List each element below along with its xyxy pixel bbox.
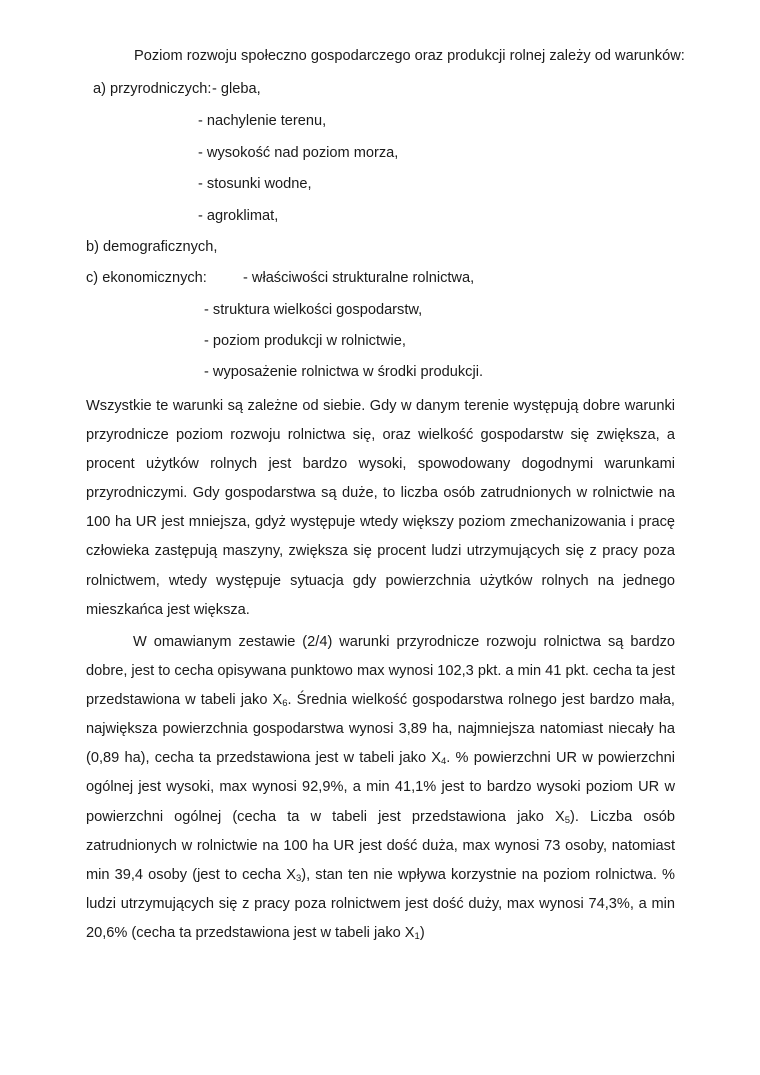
paragraph-analysis bbox=[86, 628, 675, 948]
group-a-item: - wysokość nad poziom morza, bbox=[198, 145, 399, 161]
group-c-item: - poziom produkcji w rolnictwie, bbox=[204, 333, 406, 349]
paragraph-analysis-text: W omawianym zestawie (2/4) warunki przyrodnicze rozwoju rolnictwa są bardzo dobre, jest to cecha opisywana punktowo max wynosi 102,3 pkt. a min 41 pkt. cecha ta jest przedstawiona w tabeli jako X bbox=[86, 634, 675, 709]
intro-line: Poziom rozwoju społeczno gospodarczego oraz produkcji rolnej zależy od warunków: bbox=[134, 48, 685, 64]
paragraph-dependencies: Wszystkie te warunki są zależne od siebie. Gdy w danym terenie występują dobre warunki przyrodnicze poziom rozwoju rolnictwa się, oraz wielkość gospodarstw się zwiększa, a procent użytków rolnych jest bardzo wysoki, spowodowany dogodnymi warunkami przyrodniczymi. Gdy gospodarstwa są duże, to liczba osób zatrudnionych w rolnictwie na 100 ha UR jest mniejsza, gdyż występuje wtedy większy poziom zmechanizowania i pracę człowieka zastępują maszyny, zwiększa się procent ludzi utrzymujących się z pracy poza rolnictwem, wtedy występuje sytuacja gdy powierzchnia użytków rolnych na jednego mieszkańca jest większa. bbox=[86, 398, 675, 618]
group-a-item: - agroklimat, bbox=[198, 208, 279, 224]
group-a-item: - stosunki wodne, bbox=[198, 176, 312, 192]
subscript: 6 bbox=[282, 698, 288, 710]
group-c-item: - wyposażenie rolnictwa w środki produkcji. bbox=[204, 364, 484, 380]
paragraph-analysis-text: ). Liczba osób zatrudnionych w rolnictwie na 100 ha UR jest dość duża, max wynosi 73 osoby, natomiast min 39,4 osoby (jest to cecha X bbox=[86, 808, 675, 883]
subscript: 4 bbox=[440, 756, 447, 768]
paragraph-analysis-text: ), stan ten nie wpływa korzystnie na poziom rolnictwa. % ludzi utrzymujących się z pracy poza rolnictwem jest dość duży, max wynosi 74,3%, a min 20,6% (cecha ta przedstawiona jest w tabeli jako X bbox=[86, 866, 675, 941]
group-b-label: b) demograficznych, bbox=[86, 239, 218, 255]
paragraph-analysis-text: ) bbox=[419, 924, 425, 941]
paragraph-analysis-text: . % powierzchni UR w powierzchni ogólnej jest wysoki, max wynosi 92,9%, a min 41,1% jest to bardzo wysoki poziom UR w powierzchni ogólnej (cecha ta w tabeli jest przedstawiona jako X bbox=[86, 750, 675, 825]
paragraph-analysis-text: . Średnia wielkość gospodarstwa rolnego jest bardzo mała, największa powierzchnia gospodarstwa wynosi 3,89 ha, najmniejsza natomiast niecały ha (0,89 ha), cecha ta przedstawiona jest w tabeli jako X bbox=[86, 692, 675, 767]
group-c-label: c) ekonomicznych: bbox=[86, 270, 207, 286]
group-c-item: - struktura wielkości gospodarstw, bbox=[204, 302, 423, 318]
group-a-label: a) przyrodniczych: bbox=[93, 81, 212, 97]
subscript: 1 bbox=[414, 930, 420, 942]
subscript: 5 bbox=[564, 814, 571, 826]
group-c-item: - właściwości strukturalne rolnictwa, bbox=[243, 270, 475, 286]
group-a-item: - gleba, bbox=[212, 81, 261, 97]
subscript: 3 bbox=[295, 872, 302, 884]
group-a-item: - nachylenie terenu, bbox=[198, 113, 327, 129]
